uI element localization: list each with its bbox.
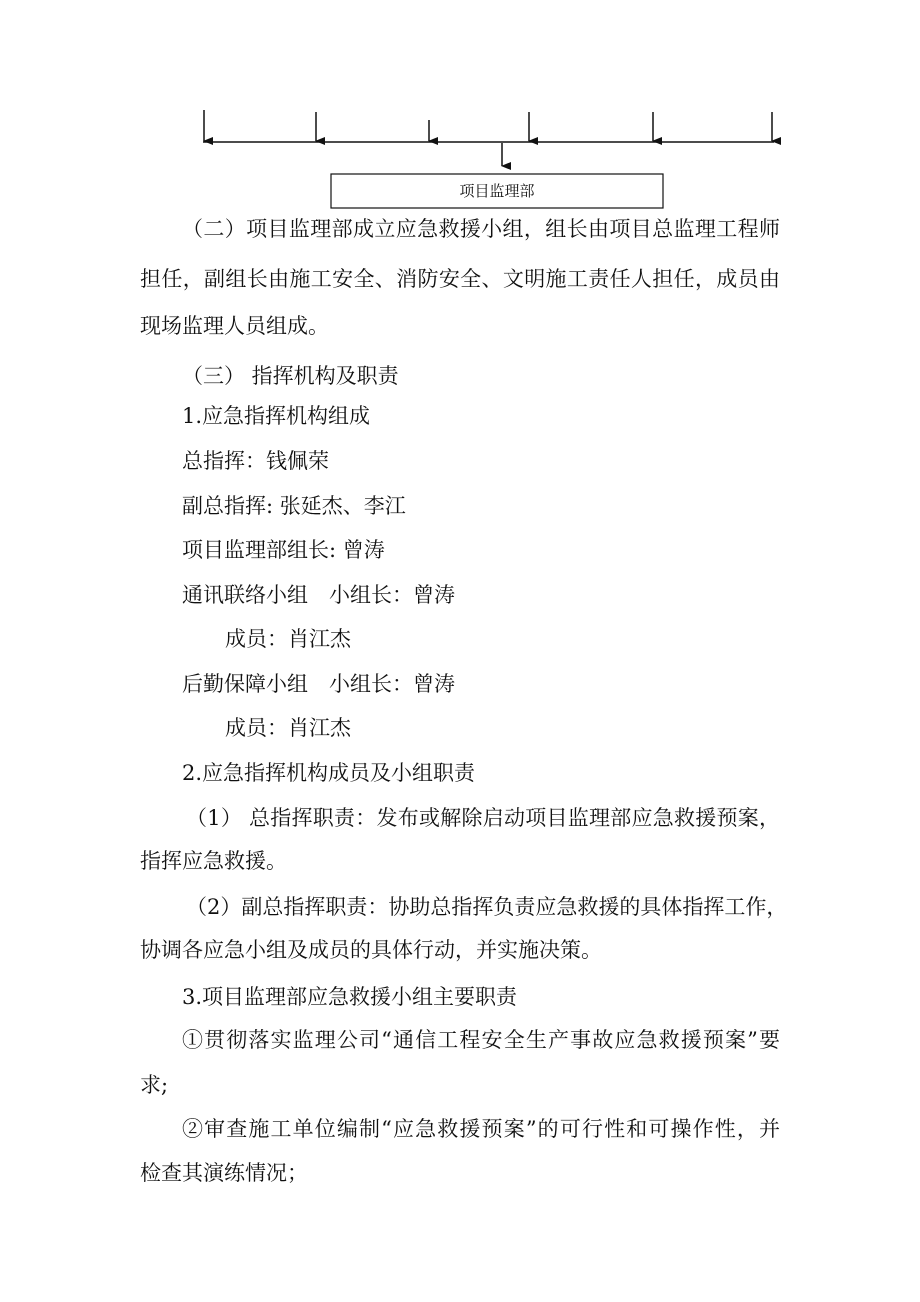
- text-line: 检查其演练情况；: [140, 1161, 308, 1185]
- text-line: 通讯联络小组 小组长：曾涛: [182, 583, 455, 607]
- text-line: 后勤保障小组 小组长：曾涛: [182, 672, 455, 696]
- text-line: ②审查施工单位编制“应急救援预案”的可行性和可操作性，并: [182, 1117, 780, 1141]
- text-line: 现场监理人员组成。: [140, 314, 329, 338]
- text-line: 项目监理部组长: 曾涛: [182, 538, 385, 562]
- section-heading: （三） 指挥机构及职责: [182, 364, 399, 388]
- subsection-heading: 2.应急指挥机构成员及小组职责: [182, 761, 476, 785]
- text-line: 成员：肖江杰: [225, 627, 351, 651]
- text-line: 指挥应急救援。: [140, 849, 287, 873]
- text-line: 总指挥：钱佩荣: [182, 449, 329, 473]
- text-line: 求;: [140, 1073, 169, 1097]
- text-line: 担任，副组长由施工安全、消防安全、文明施工责任人担任，成员由: [140, 267, 780, 291]
- text-line: （1） 总指挥职责：发布或解除启动项目监理部应急救援预案，: [186, 806, 780, 830]
- org-box-label: 项目监理部: [459, 182, 535, 200]
- subsection-heading: 3.项目监理部应急救援小组主要职责: [182, 985, 518, 1009]
- text-line: 副总指挥: 张延杰、李江: [182, 494, 406, 518]
- text-line: 协调各应急小组及成员的具体行动，并实施决策。: [140, 938, 602, 962]
- text-line: （2）副总指挥职责：协助总指挥负责应急救援的具体指挥工作，: [186, 895, 788, 919]
- subsection-heading: 1.应急指挥机构组成: [182, 404, 371, 428]
- text-line: 成员：肖江杰: [225, 716, 351, 740]
- text-line: ①贯彻落实监理公司“通信工程安全生产事故应急救援预案”要: [182, 1028, 780, 1052]
- text-line: （二）项目监理部成立应急救援小组，组长由项目总监理工程师: [182, 217, 780, 241]
